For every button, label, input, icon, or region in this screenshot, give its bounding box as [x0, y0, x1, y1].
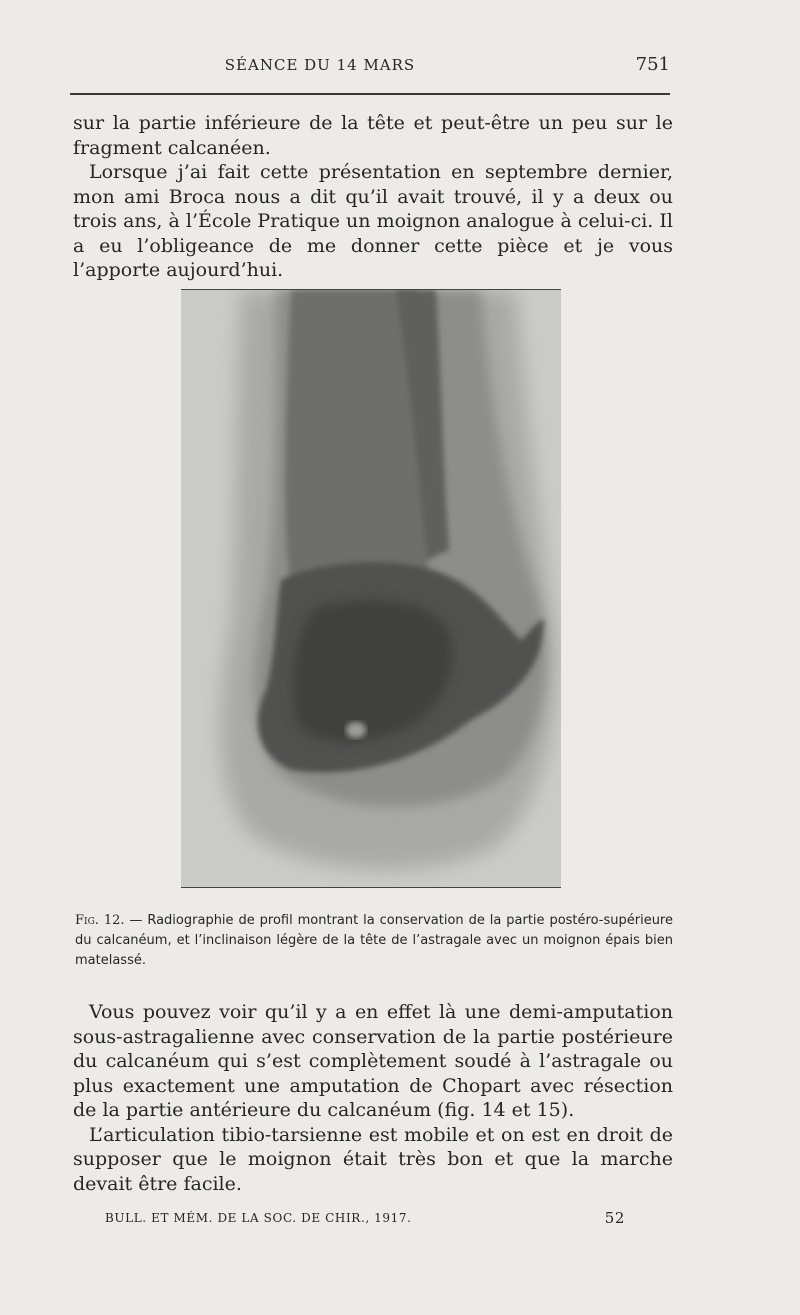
figure-caption	[75, 911, 673, 971]
radiograph-figure	[181, 289, 561, 888]
journal-reference: BULL. ET MÉM. DE LA SOC. DE CHIR., 1917.	[105, 1211, 412, 1225]
paragraph: Vous pouvez voir qu’il y a en effet là une demi-amputation sous-astragalienne avec conservation de la partie postérieure du calcanéum qui s’est complètement soudé à l’astragale ou plus exactement une amputation de Chopart avec résection de la partie antérieure du calcanéum (fig. 14 et 15).	[73, 1001, 673, 1121]
page-number: 751	[635, 54, 670, 75]
header-title: SÉANCE DU 14 MARS	[224, 56, 416, 74]
paragraph: L’articulation tibio-tarsienne est mobile et on est en droit de supposer que le moignon était très bon et que la marche devait être facile.	[73, 1123, 673, 1195]
header-rule	[70, 93, 670, 95]
running-header	[70, 54, 670, 78]
text-block-bottom	[73, 1000, 673, 1196]
paragraph: Lorsque j’ai fait cette présentation en septembre dernier, mon ami Broca nous a dit qu’il avait trouvé, il y a deux ou trois ans, à l’École Pratique un moignon analogue à celui-ci. Il a eu l’obligeance de me donner cette pièce et je vous l’apporte aujourd’hui.	[73, 161, 673, 281]
radiograph-image	[181, 290, 561, 887]
figure-caption-text: — Radiographie de profil montrant la conservation de la partie postéro-supérieure du calcanéum, et l’inclinaison légère de la tête de l’astragale avec un moignon épais bien matelassé.	[75, 913, 673, 968]
figure-label: Fig. 12.	[75, 913, 125, 928]
page-footer	[105, 1211, 625, 1231]
text-block-top	[73, 111, 673, 283]
paragraph-continuation: sur la partie inférieure de la tête et peut-être un peu sur le fragment calcanéen.	[73, 112, 673, 159]
signature-mark: 52	[604, 1209, 625, 1227]
